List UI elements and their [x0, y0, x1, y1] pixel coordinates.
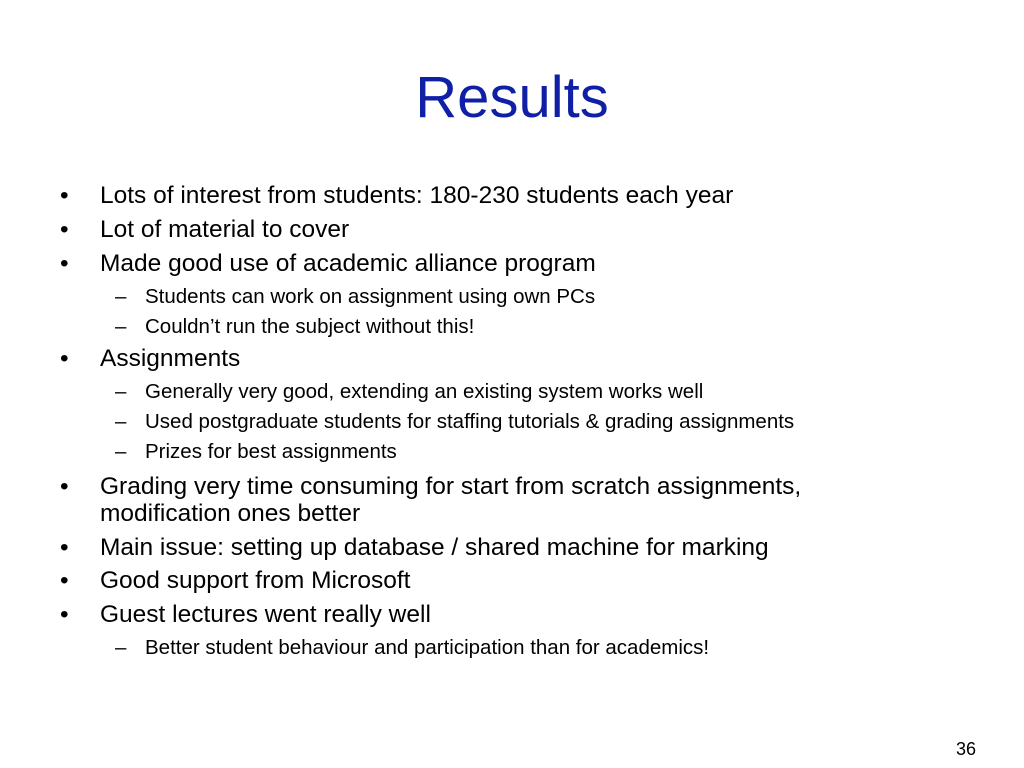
sub-bullet-marker: – [115, 440, 127, 463]
bullet-marker: • [60, 216, 69, 243]
bullet-marker: • [60, 601, 69, 628]
bullet-text: Guest lectures went really well [100, 601, 431, 628]
sub-bullet-text: Generally very good, extending an existing system works well [145, 380, 704, 403]
sub-bullet-marker: – [115, 315, 127, 338]
sub-bullet-marker: – [115, 285, 127, 308]
bullet-text: Lots of interest from students: 180-230 students each year [100, 182, 734, 209]
sub-bullet-text: Couldn’t run the subject without this! [145, 315, 475, 338]
bullet-text: Lot of material to cover [100, 216, 350, 243]
bullet-marker: • [60, 182, 69, 209]
page-number: 36 [955, 739, 976, 759]
bullet-text: Grading very time consuming for start from scratch assignments, [100, 473, 802, 500]
sub-bullet-text: Students can work on assignment using own PCs [145, 285, 596, 308]
sub-bullet-text: Better student behaviour and participation than for academics! [145, 636, 710, 659]
bullet-marker: • [60, 473, 69, 500]
slide-title: Results [415, 65, 609, 130]
bullet-text: Made good use of academic alliance program [100, 250, 596, 277]
bullet-text: Main issue: setting up database / shared machine for marking [100, 534, 769, 561]
sub-bullet-text: Prizes for best assignments [145, 440, 397, 463]
bullet-marker: • [60, 534, 69, 561]
bullet-marker: • [60, 567, 69, 594]
sub-bullet-marker: – [115, 410, 127, 433]
sub-bullet-marker: – [115, 636, 127, 659]
bullet-text: Assignments [100, 345, 241, 372]
bullet-text: Good support from Microsoft [100, 567, 411, 594]
bullet-marker: • [60, 250, 69, 277]
sub-bullet-marker: – [115, 380, 127, 403]
bullet-text: modification ones better [100, 500, 361, 527]
sub-bullet-text: Used postgraduate students for staffing tutorials & grading assignments [145, 410, 795, 433]
bullet-marker: • [60, 345, 69, 372]
